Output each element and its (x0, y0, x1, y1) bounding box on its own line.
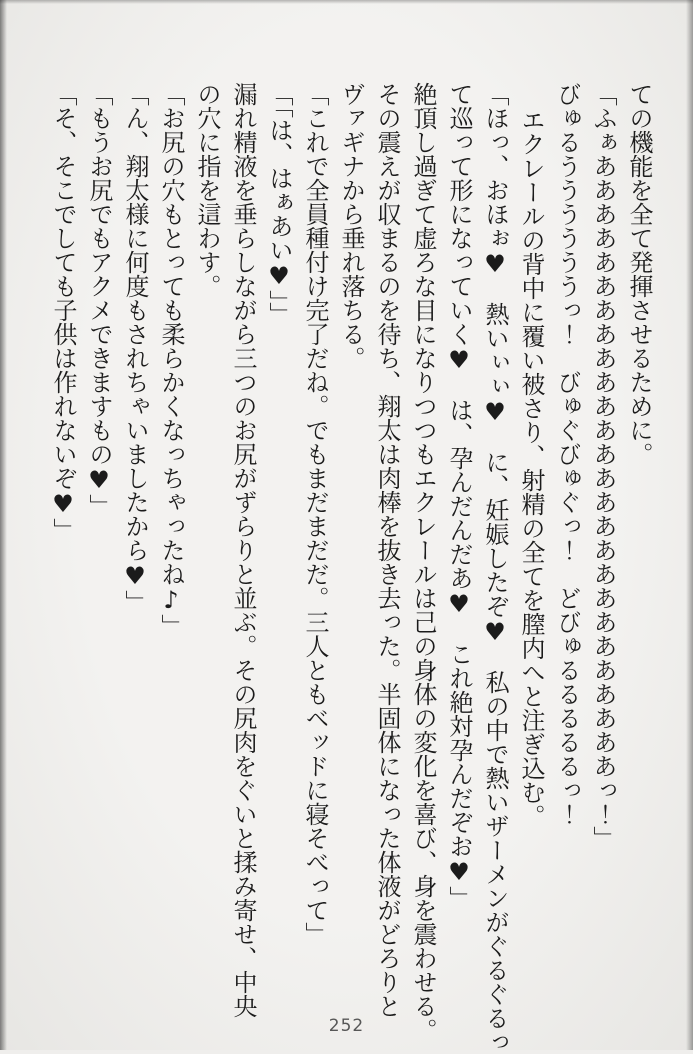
text-line: 「「は、はぁあい♥」」 (265, 82, 293, 326)
text-line: 「そ、そこでしても子供は作れないぞ♥」 (49, 82, 77, 542)
text-line: 「ほっ、おほぉ♥ 熱いぃぃ♥ に、妊娠したぞ♥ 私の中で熱いザーメンがぐるぐるっ (481, 82, 509, 1054)
text-line: ヴァギナから垂れ落ちる。 (337, 82, 365, 370)
text-line: 「もうお尻でもアクメできますもの♥」 (85, 82, 113, 518)
text-line: びゅるううううううっ！ びゅぐびゅぐっ！ どびゅるるるるるっ！ (553, 82, 581, 826)
text-block (37, 82, 657, 1054)
text-line: 「ふぁああああああああああああああああああああああああああっ！」 (589, 82, 617, 850)
text-line: の穴に指を這わす。 (193, 82, 221, 298)
page-number: 252 (328, 1016, 365, 1036)
text-line: ての機能を全て発揮させるために。 (625, 82, 653, 466)
text-line: て巡って形になっていく♥ は、孕んだんだあ♥ これ絶対孕んだぞお♥」 (445, 82, 473, 910)
text-line: 「お尻の穴もとっても柔らかくなっちゃったね♪」 (157, 82, 185, 638)
text-line: その震えが収まるのを待ち、翔太は肉棒を抜き去った。半固体になった体液がどろりと (373, 82, 401, 1018)
text-line: 絶頂し過ぎて虚ろな目になりつつもエクレールは己の身体の変化を喜び、身を震わせる。 (409, 82, 437, 1042)
text-line: 「ん、翔太様に何度もされちゃいましたから♥」 (121, 82, 149, 614)
text-line: エクレールの背中に覆い被さり、射精の全てを膣内へと注ぎ込む。 (517, 108, 545, 828)
text-line: 「これで全員種付け完了だね。でもまだまだだ。三人ともベッドに寝そべって」 (301, 82, 329, 946)
text-line: 漏れ精液を垂らしながら三つのお尻がずらりと並ぶ。その尻肉をぐいと揉み寄せ、中央 (229, 82, 257, 1018)
